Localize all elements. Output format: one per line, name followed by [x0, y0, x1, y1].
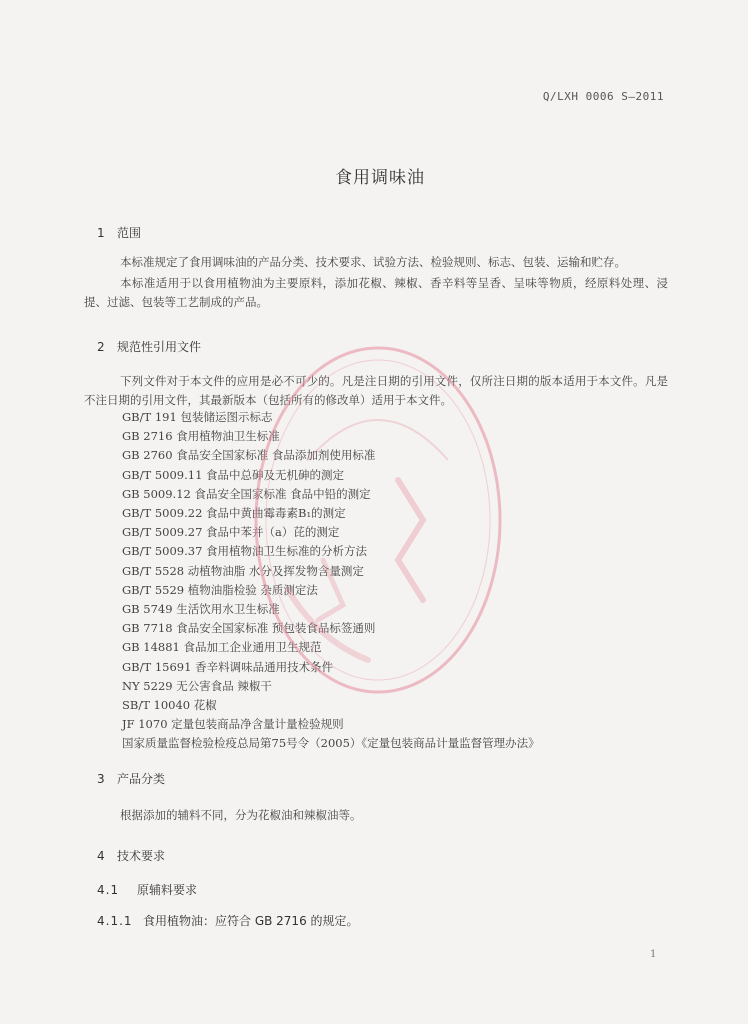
scope-paragraph-1: 本标准规定了食用调味油的产品分类、技术要求、试验方法、检验规则、标志、包装、运输和贮存。 [120, 255, 626, 269]
section-2-heading [97, 338, 201, 355]
reference-item: NY 5229 无公害食品 辣椒干 [122, 678, 272, 693]
reference-item: GB/T 5529 植物油脂检验 杂质测定法 [122, 582, 318, 597]
reference-item: GB 2716 食用植物油卫生标准 [122, 429, 280, 444]
section-4-heading [97, 847, 165, 864]
reference-item: JF 1070 定量包装商品净含量计量检验规则 [122, 717, 344, 732]
reference-item: GB/T 5009.11 食品中总砷及无机砷的测定 [122, 467, 345, 482]
reference-list [122, 408, 540, 754]
subsection-number: 4.1 [97, 883, 120, 897]
reference-item: 国家质量监督检验检疫总局第75号令（2005）《定量包装商品计量监督管理办法》 [122, 736, 540, 751]
document-title: 食用调味油 [335, 168, 425, 188]
subsection-4-1-heading [97, 881, 197, 898]
reference-item: GB/T 5009.27 食品中苯并（a）芘的测定 [122, 525, 340, 540]
section-title: 范围 [117, 226, 142, 240]
reference-item: GB/T 5009.22 食品中黄曲霉毒素B₁的测定 [122, 506, 346, 521]
reference-item: GB/T 5009.37 食用植物油卫生标准的分析方法 [122, 544, 368, 559]
section-3-heading [97, 770, 165, 787]
reference-item: GB/T 15691 香辛料调味品通用技术条件 [122, 659, 334, 674]
subsection-4-1-1 [97, 912, 359, 929]
section-number: 1 [97, 226, 105, 240]
section-number: 3 [97, 772, 105, 786]
reference-item: GB 2760 食品安全国家标准 食品添加剂使用标准 [122, 448, 376, 463]
reference-item: GB 14881 食品加工企业通用卫生规范 [122, 640, 322, 655]
reference-item: GB/T 5528 动植物油脂 水分及挥发物含量测定 [122, 563, 364, 578]
classification-paragraph: 根据添加的辅料不同，分为花椒油和辣椒油等。 [120, 808, 362, 822]
reference-item: GB 5009.12 食品安全国家标准 食品中铅的测定 [122, 486, 371, 501]
scope-paragraph-2: 本标准适用于以食用植物油为主要原料，添加花椒、辣椒、香辛料等呈香、呈味等物质，经原料处理、浸提、过滤、包装等工艺制成的产品。 [84, 276, 668, 309]
section-title: 规范性引用文件 [117, 340, 202, 354]
subsection-title: 原辅料要求 [137, 883, 198, 897]
page-number: 1 [650, 949, 657, 960]
reference-item: GB 7718 食品安全国家标准 预包装食品标签通则 [122, 621, 376, 636]
section-number: 2 [97, 340, 105, 354]
reference-item: SB/T 10040 花椒 [122, 698, 217, 713]
section-1-heading [97, 224, 141, 241]
reference-item: GB/T 191 包装储运图示标志 [122, 410, 273, 424]
subsection-text: 食用植物油：应符合 GB 2716 的规定。 [143, 914, 359, 928]
references-intro-paragraph: 下列文件对于本文件的应用是必不可少的。凡是注日期的引用文件，仅所注日期的版本适用于本文件。凡是不注日期的引用文件，其最新版本（包括所有的修改单）适用于本文件。 [84, 374, 668, 407]
standard-code: Q/LXH 0006 S—2011 [542, 90, 664, 103]
subsection-number: 4.1.1 [97, 914, 133, 928]
reference-item: GB 5749 生活饮用水卫生标准 [122, 602, 280, 617]
section-title: 技术要求 [117, 849, 166, 863]
section-number: 4 [97, 849, 105, 863]
section-title: 产品分类 [117, 772, 166, 786]
